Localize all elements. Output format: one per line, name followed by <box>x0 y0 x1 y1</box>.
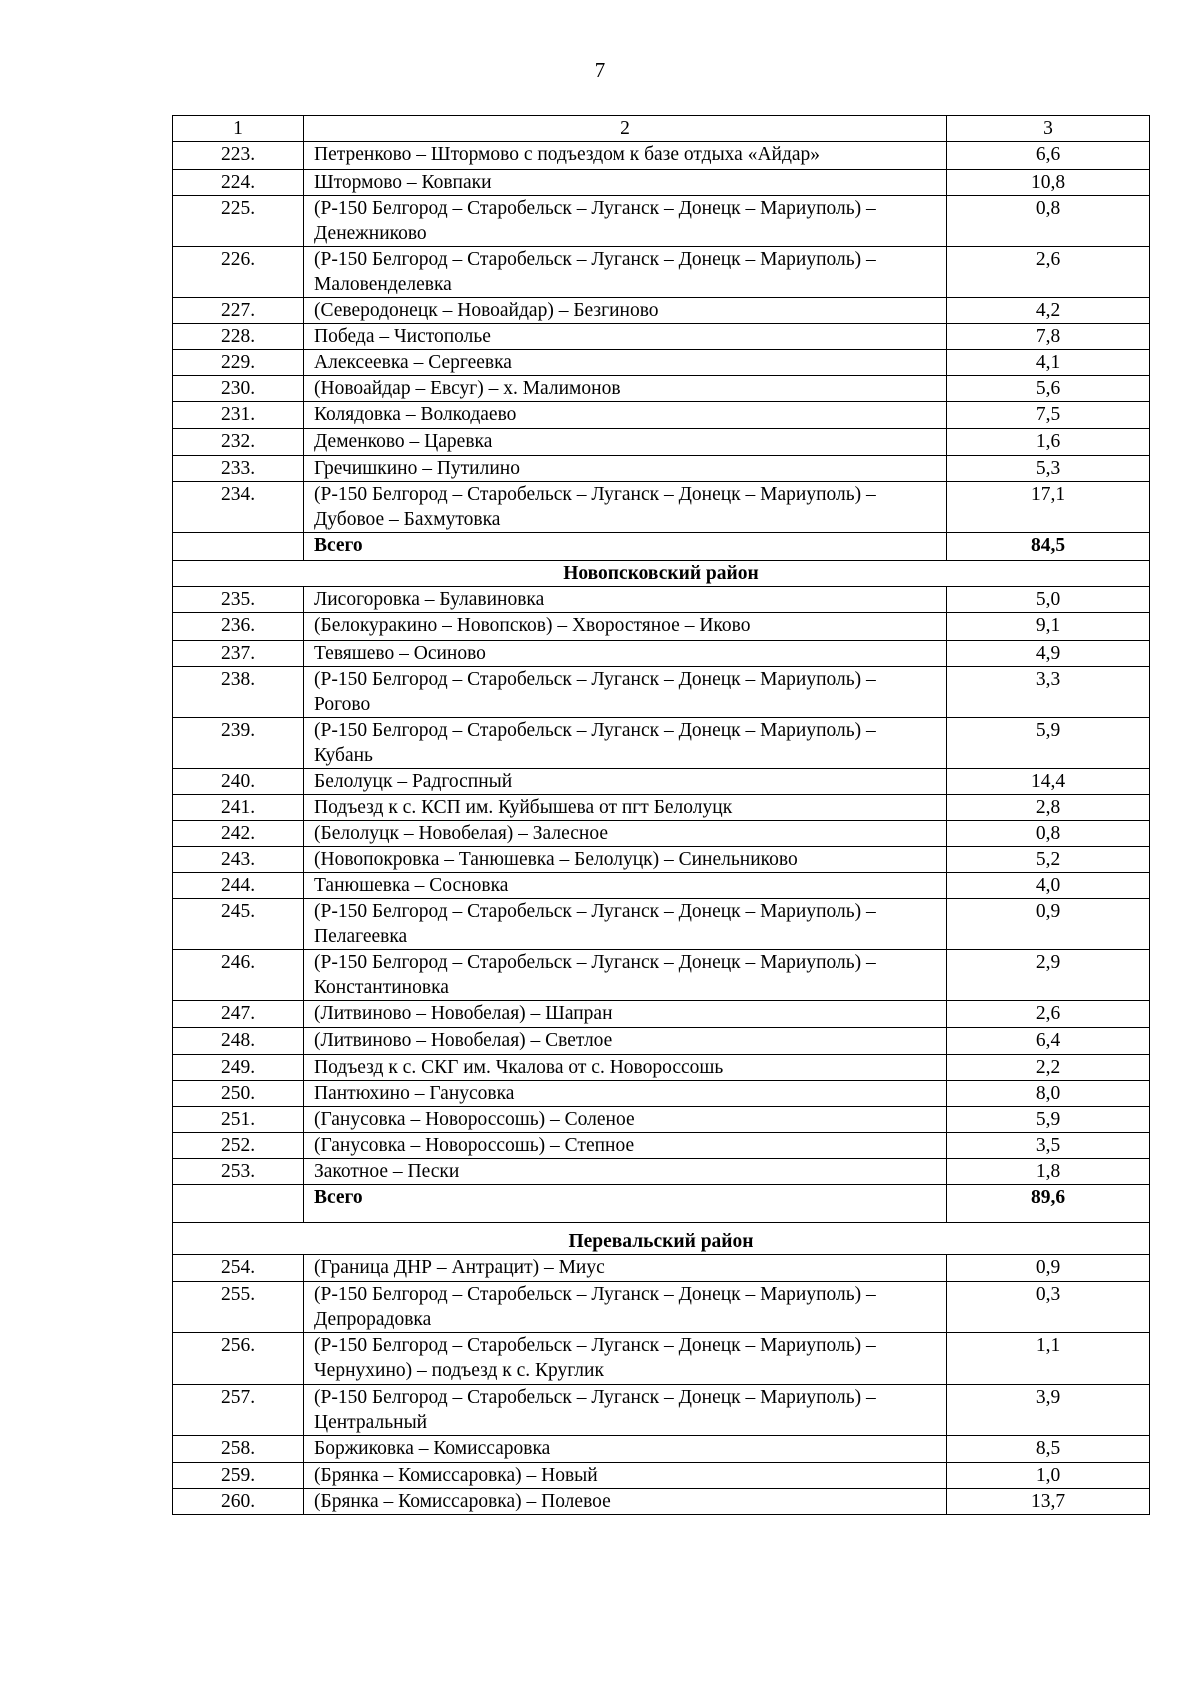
row-number: 225. <box>173 196 304 247</box>
road-name: Лисогоровка – Булавиновка <box>304 587 947 613</box>
road-length: 5,9 <box>947 1107 1150 1133</box>
table-row <box>173 1081 1150 1107</box>
road-length: 5,2 <box>947 847 1150 873</box>
road-name: (Белолуцк – Новобелая) – Залесное <box>304 821 947 847</box>
row-number: 247. <box>173 1001 304 1028</box>
table-row <box>173 170 1150 196</box>
road-name: (Р-150 Белгород – Старобельск – Луганск – Донецк – Мариуполь) – Чернухино) – подъезд к с. Круглик <box>304 1333 947 1385</box>
road-name: Закотное – Пески <box>304 1159 947 1185</box>
row-number: 239. <box>173 718 304 769</box>
road-length: 2,6 <box>947 247 1150 298</box>
road-length: 4,2 <box>947 298 1150 324</box>
row-number: 233. <box>173 456 304 482</box>
row-number: 253. <box>173 1159 304 1185</box>
road-length: 13,7 <box>947 1489 1150 1515</box>
row-number: 227. <box>173 298 304 324</box>
total-row <box>173 1185 1150 1223</box>
road-name: (Литвиново – Новобелая) – Шапран <box>304 1001 947 1028</box>
roads-table <box>172 115 1150 1515</box>
road-name: (Р-150 Белгород – Старобельск – Луганск – Донецк – Мариуполь) – Кубань <box>304 718 947 769</box>
table-row <box>173 1255 1150 1282</box>
table-row <box>173 1436 1150 1463</box>
row-number: 234. <box>173 482 304 533</box>
row-number: 235. <box>173 587 304 613</box>
road-length: 5,0 <box>947 587 1150 613</box>
section-row <box>173 1223 1150 1255</box>
road-name: Танюшевка – Сосновка <box>304 873 947 899</box>
table-row <box>173 350 1150 376</box>
table-row <box>173 324 1150 350</box>
road-name: Штормово – Ковпаки <box>304 170 947 196</box>
road-name: (Ганусовка – Новороссошь) – Соленое <box>304 1107 947 1133</box>
road-length: 3,9 <box>947 1385 1150 1436</box>
total-value: 89,6 <box>947 1185 1150 1223</box>
table-row <box>173 769 1150 795</box>
table-row <box>173 1489 1150 1515</box>
road-name: (Литвиново – Новобелая) – Светлое <box>304 1028 947 1055</box>
table-row <box>173 1159 1150 1185</box>
road-length: 8,5 <box>947 1436 1150 1463</box>
row-number: 240. <box>173 769 304 795</box>
row-number: 232. <box>173 429 304 456</box>
road-name: Боржиковка – Комиссаровка <box>304 1436 947 1463</box>
row-number: 237. <box>173 641 304 667</box>
table-row <box>173 847 1150 873</box>
road-length: 0,9 <box>947 1255 1150 1282</box>
road-name: (Р-150 Белгород – Старобельск – Луганск – Донецк – Мариуполь) – Константиновка <box>304 950 947 1001</box>
table-row <box>173 1282 1150 1333</box>
total-row <box>173 533 1150 561</box>
table-row <box>173 402 1150 429</box>
table-row <box>173 899 1150 950</box>
road-length: 5,6 <box>947 376 1150 402</box>
road-name: (Р-150 Белгород – Старобельск – Луганск – Донецк – Мариуполь) – Маловенделевка <box>304 247 947 298</box>
road-name: Пантюхино – Ганусовка <box>304 1081 947 1107</box>
row-number: 229. <box>173 350 304 376</box>
road-length: 0,3 <box>947 1282 1150 1333</box>
row-number: 245. <box>173 899 304 950</box>
total-label: Всего <box>304 1185 947 1223</box>
road-length: 5,9 <box>947 718 1150 769</box>
road-length: 0,8 <box>947 821 1150 847</box>
total-empty-cell <box>173 533 304 561</box>
row-number: 248. <box>173 1028 304 1055</box>
table-row <box>173 950 1150 1001</box>
table-row <box>173 482 1150 533</box>
table-row <box>173 667 1150 718</box>
section-title: Перевальский район <box>173 1223 1150 1255</box>
road-length: 14,4 <box>947 769 1150 795</box>
table-row <box>173 873 1150 899</box>
road-length: 4,0 <box>947 873 1150 899</box>
road-name: Гречишкино – Путилино <box>304 456 947 482</box>
road-name: Колядовка – Волкодаево <box>304 402 947 429</box>
road-length: 0,8 <box>947 196 1150 247</box>
row-number: 231. <box>173 402 304 429</box>
road-length: 1,8 <box>947 1159 1150 1185</box>
road-name: (Р-150 Белгород – Старобельск – Луганск – Донецк – Мариуполь) – Рогово <box>304 667 947 718</box>
row-number: 254. <box>173 1255 304 1282</box>
row-number: 243. <box>173 847 304 873</box>
road-name: (Граница ДНР – Антрацит) – Миус <box>304 1255 947 1282</box>
road-length: 7,8 <box>947 324 1150 350</box>
table-row <box>173 142 1150 170</box>
road-length: 7,5 <box>947 402 1150 429</box>
total-empty-cell <box>173 1185 304 1223</box>
table-row <box>173 1028 1150 1055</box>
road-name: Алексеевка – Сергеевка <box>304 350 947 376</box>
road-name: Подъезд к с. СКГ им. Чкалова от с. Новороссошь <box>304 1055 947 1081</box>
row-number: 242. <box>173 821 304 847</box>
table-row <box>173 795 1150 821</box>
row-number: 228. <box>173 324 304 350</box>
row-number: 251. <box>173 1107 304 1133</box>
row-number: 256. <box>173 1333 304 1385</box>
row-number: 226. <box>173 247 304 298</box>
road-length: 5,3 <box>947 456 1150 482</box>
table-row <box>173 247 1150 298</box>
road-name: (Р-150 Белгород – Старобельск – Луганск – Донецк – Мариуполь) – Дубовое – Бахмутовка <box>304 482 947 533</box>
row-number: 252. <box>173 1133 304 1159</box>
road-length: 4,9 <box>947 641 1150 667</box>
row-number: 250. <box>173 1081 304 1107</box>
row-number: 257. <box>173 1385 304 1436</box>
road-name: Победа – Чистополье <box>304 324 947 350</box>
row-number: 246. <box>173 950 304 1001</box>
row-number: 249. <box>173 1055 304 1081</box>
row-number: 244. <box>173 873 304 899</box>
page-number: 7 <box>594 58 606 82</box>
row-number: 260. <box>173 1489 304 1515</box>
row-number: 223. <box>173 142 304 170</box>
row-number: 224. <box>173 170 304 196</box>
row-number: 241. <box>173 795 304 821</box>
road-name: (Р-150 Белгород – Старобельск – Луганск – Донецк – Мариуполь) – Денежниково <box>304 196 947 247</box>
table-header-row <box>173 116 1150 142</box>
road-length: 6,4 <box>947 1028 1150 1055</box>
row-number: 258. <box>173 1436 304 1463</box>
road-length: 2,6 <box>947 1001 1150 1028</box>
road-name: Белолуцк – Радгоспный <box>304 769 947 795</box>
table-row <box>173 1107 1150 1133</box>
road-length: 1,1 <box>947 1333 1150 1385</box>
road-length: 3,3 <box>947 667 1150 718</box>
row-number: 238. <box>173 667 304 718</box>
road-name: (Р-150 Белгород – Старобельск – Луганск – Донецк – Мариуполь) – Депрорадовка <box>304 1282 947 1333</box>
road-name: Деменково – Царевка <box>304 429 947 456</box>
table-row <box>173 1385 1150 1436</box>
road-name: Тевяшево – Осиново <box>304 641 947 667</box>
table-row <box>173 641 1150 667</box>
table-row <box>173 376 1150 402</box>
table-row <box>173 429 1150 456</box>
table-row <box>173 1333 1150 1385</box>
road-length: 2,9 <box>947 950 1150 1001</box>
road-name: (Белокуракино – Новопсков) – Хворостяное – Иково <box>304 613 947 641</box>
road-length: 4,1 <box>947 350 1150 376</box>
header-cell-1: 1 <box>173 116 304 142</box>
header-cell-2: 2 <box>304 116 947 142</box>
table-row <box>173 298 1150 324</box>
road-length: 0,9 <box>947 899 1150 950</box>
table-row <box>173 821 1150 847</box>
table-row <box>173 587 1150 613</box>
table-row <box>173 1133 1150 1159</box>
road-length: 1,0 <box>947 1463 1150 1489</box>
road-length: 3,5 <box>947 1133 1150 1159</box>
road-name: (Новоайдар – Евсуг) – х. Малимонов <box>304 376 947 402</box>
road-name: (Ганусовка – Новороссошь) – Степное <box>304 1133 947 1159</box>
road-name: (Брянка – Комиссаровка) – Новый <box>304 1463 947 1489</box>
table-row <box>173 1055 1150 1081</box>
road-length: 10,8 <box>947 170 1150 196</box>
table-row <box>173 1463 1150 1489</box>
road-length: 1,6 <box>947 429 1150 456</box>
section-row <box>173 561 1150 587</box>
table-row <box>173 1001 1150 1028</box>
roads-table-body <box>173 116 1150 1515</box>
table-row <box>173 718 1150 769</box>
table-row <box>173 613 1150 641</box>
row-number: 259. <box>173 1463 304 1489</box>
road-name: (Р-150 Белгород – Старобельск – Луганск – Донецк – Мариуполь) – Пелагеевка <box>304 899 947 950</box>
road-name: Подъезд к с. КСП им. Куйбышева от пгт Белолуцк <box>304 795 947 821</box>
road-length: 8,0 <box>947 1081 1150 1107</box>
section-title: Новопсковский район <box>173 561 1150 587</box>
road-length: 9,1 <box>947 613 1150 641</box>
row-number: 236. <box>173 613 304 641</box>
road-name: (Р-150 Белгород – Старобельск – Луганск – Донецк – Мариуполь) – Центральный <box>304 1385 947 1436</box>
road-length: 6,6 <box>947 142 1150 170</box>
road-name: (Новопокровка – Танюшевка – Белолуцк) – Синельниково <box>304 847 947 873</box>
table-row <box>173 456 1150 482</box>
row-number: 230. <box>173 376 304 402</box>
road-length: 2,8 <box>947 795 1150 821</box>
total-label: Всего <box>304 533 947 561</box>
header-cell-3: 3 <box>947 116 1150 142</box>
total-value: 84,5 <box>947 533 1150 561</box>
road-length: 17,1 <box>947 482 1150 533</box>
row-number: 255. <box>173 1282 304 1333</box>
road-name: (Брянка – Комиссаровка) – Полевое <box>304 1489 947 1515</box>
road-name: Петренково – Штормово с подъездом к базе отдыха «Айдар» <box>304 142 947 170</box>
table-row <box>173 196 1150 247</box>
road-name: (Северодонецк – Новоайдар) – Безгиново <box>304 298 947 324</box>
road-length: 2,2 <box>947 1055 1150 1081</box>
